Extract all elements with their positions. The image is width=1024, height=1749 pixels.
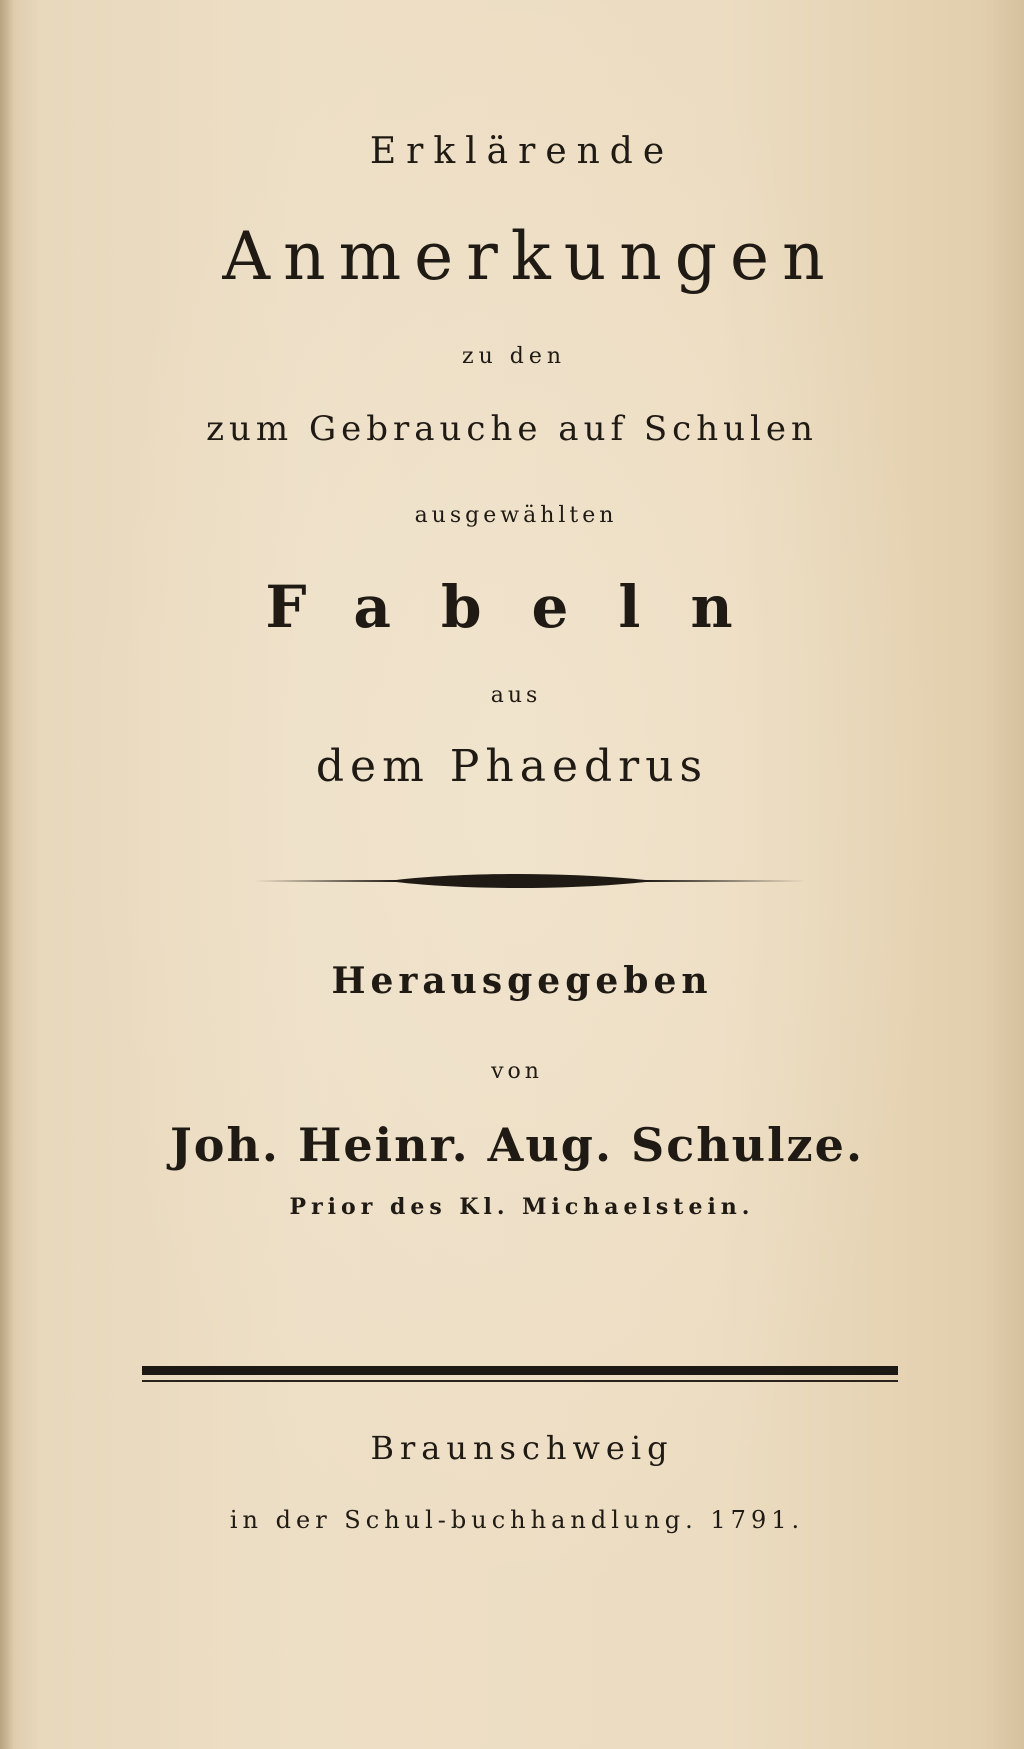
editor-position: Prior des Kl. Michaelstein. [289, 1194, 755, 1220]
double-rule-thick [142, 1366, 898, 1375]
title-line-ausgewaehlten: ausgewählten [414, 503, 618, 528]
title-line-erklaerende: Erklärende [369, 131, 675, 172]
swelled-rule-ornament [246, 868, 806, 894]
title-line-anmerkungen: Anmerkungen [222, 218, 838, 295]
double-rule-thin [142, 1380, 898, 1382]
imprint-publisher-year: in der Schul-buchhandlung. 1791. [229, 1506, 805, 1534]
title-line-aus: aus [490, 683, 542, 708]
imprint-place: Braunschweig [370, 1429, 674, 1467]
double-rule [142, 1366, 898, 1386]
title-line-gebrauche: zum Gebrauche auf Schulen [206, 409, 818, 449]
title-line-fabeln: Fabeln [265, 573, 783, 641]
title-line-phaedrus: dem Phaedrus [315, 741, 709, 792]
editor-by: von [491, 1059, 543, 1084]
editor-name: Joh. Heinr. Aug. Schulze. [170, 1118, 864, 1172]
title-line-zu-den: zu den [461, 344, 567, 369]
editor-label: Herausgegeben [331, 960, 713, 1002]
